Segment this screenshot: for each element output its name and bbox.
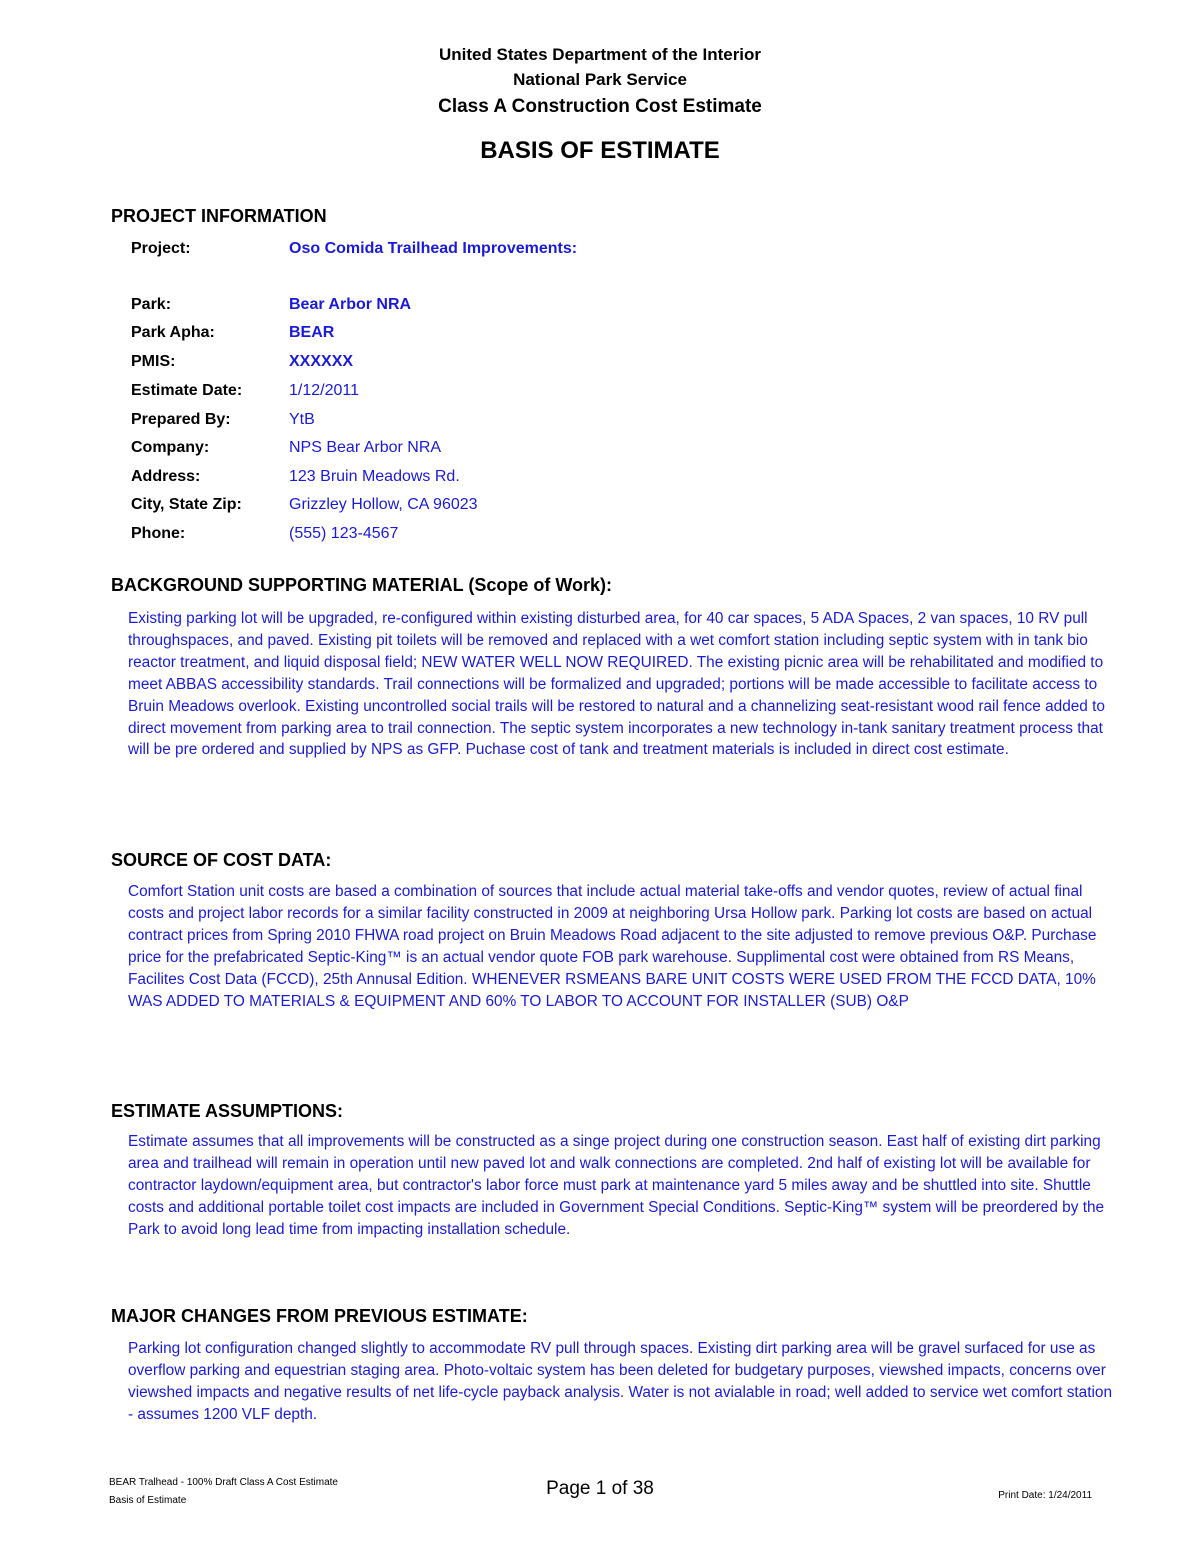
- agency-name: United States Department of the Interior: [438, 45, 762, 64]
- city-state-zip-value: Grizzley Hollow, CA 96023: [289, 496, 478, 513]
- park-alpha-label: Park Apha:: [131, 324, 215, 341]
- background-heading: [111, 573, 612, 597]
- source-heading: SOURCE OF COST DATA:: [111, 850, 332, 870]
- park-value: Bear Arbor NRA: [289, 296, 412, 313]
- project-info-heading: PROJECT INFORMATION: [111, 206, 327, 226]
- print-date: Print Date: 1/24/2011: [998, 1490, 1092, 1501]
- service-name: National Park Service: [513, 70, 687, 89]
- pmis-label: PMIS:: [131, 353, 176, 370]
- prepared-by-value: YtB: [289, 411, 315, 428]
- page-title: BASIS OF ESTIMATE: [480, 137, 720, 164]
- changes-heading: MAJOR CHANGES FROM PREVIOUS ESTIMATE:: [111, 1306, 528, 1326]
- park-alpha-value: BEAR: [289, 324, 335, 341]
- address-value: 123 Bruin Meadows Rd.: [289, 468, 460, 485]
- background-text: Existing parking lot will be upgraded, re-configured within existing disturbed area, for 40 car spaces, 5 ADA Spaces, 2 van spaces, 10 RV pull throughspaces, and paved. Existing pit toilets will be removed and replaced with a wet comfort station including septic system with in tank bio reactor treatment, and liquid disposal field; NEW WATER WELL NOW REQUIRED. The existing picnic area will be rehabilitated and modified to meet ABBAS accessibility standards. Trail connections will be formalized and upgraded; portions will be made accessible to facilitate access to Bruin Meadows overlook. Existing uncontrolled social trails will be restored to natural and a channelizing seat-resistant wood rail fence added to direct movement from parking area to trail connection. The septic system incorporates a new technology in-tank sanitary treatment process that will be pre ordered and supplied by NPS as GFP. Puchase cost of tank and treatment materials is included in direct cost estimate.: [128, 610, 1105, 759]
- project-value: Oso Comida Trailhead Improvements:: [289, 240, 578, 257]
- city-state-zip-label: City, State Zip:: [131, 496, 242, 513]
- estimate-date-label: Estimate Date:: [131, 382, 243, 399]
- park-label: Park:: [131, 296, 172, 313]
- assumptions-heading: ESTIMATE ASSUMPTIONS:: [111, 1101, 344, 1121]
- company-value: NPS Bear Arbor NRA: [289, 439, 442, 456]
- pmis-value: XXXXXX: [289, 353, 354, 370]
- project-label: Project:: [131, 240, 191, 257]
- prepared-by-label: Prepared By:: [131, 411, 231, 428]
- background-heading-suffix: (Scope of Work):: [463, 575, 613, 595]
- changes-text: Parking lot configuration changed slightly to accommodate RV pull through spaces. Existing dirt parking area will be gravel surfaced for use as overflow parking and equestrian staging area. Photo-voltaic system has been deleted for budgetary purposes, viewshed impacts, concerns over viewshed impacts and negative results of net life-cycle payback analysis. Water is not avialable in road; well added to service wet comfort station - assumes 1200 VLF depth.: [128, 1340, 1113, 1423]
- page-number: Page 1 of 38: [546, 1478, 654, 1499]
- document-header: [0, 42, 1200, 166]
- source-text: Comfort Station unit costs are based a combination of sources that include actual material take-offs and vendor quotes, review of actual final costs and project labor records for a similar facility constructed in 2009 at neighboring Ursa Hollow park. Parking lot costs are based on actual contract prices from Spring 2010 FHWA road project on Bruin Meadows Road adjacent to the site adjusted to remove previous O&P. Purchase price for the prefabricated Septic-King™ is an actual vendor quote FOB park warehouse. Supplimental cost were obtained from RS Means, Facilites Cost Data (FCCD), 25th Annusal Edition. WHENEVER RSMEANS BARE UNIT COSTS WERE USED FROM THE FCCD DATA, 10% WAS ADDED TO MATERIALS & EQUIPMENT AND 60% TO LABOR TO ACCOUNT FOR INSTALLER (SUB) O&P: [128, 883, 1097, 1010]
- assumptions-text: Estimate assumes that all improvements will be constructed as a singe project during one construction season. East half of existing dirt parking area and trailhead will remain in operation until new paved lot and walk connections are completed. 2nd half of existing lot will be available for contractor laydown/equipment area, but contractor's labor force must park at maintenance yard 5 miles away and be shuttled into site. Shuttle costs and additional portable toilet cost impacts are included in Government Special Conditions. Septic-King™ system will be preordered by the Park to avoid long lead time from impacting installation schedule.: [128, 1133, 1105, 1238]
- company-label: Company:: [131, 439, 210, 456]
- footer-document-name: BEAR Tralhead - 100% Draft Class A Cost Estimate: [109, 1477, 338, 1488]
- estimate-class: Class A Construction Cost Estimate: [438, 96, 762, 117]
- phone-label: Phone:: [131, 525, 186, 542]
- phone-value: (555) 123-4567: [289, 525, 399, 542]
- address-label: Address:: [131, 468, 201, 485]
- footer-section-name: Basis of Estimate: [109, 1495, 187, 1506]
- estimate-date-value: 1/12/2011: [289, 382, 359, 399]
- background-heading-bold: BACKGROUND SUPPORTING MATERIAL: [111, 575, 464, 595]
